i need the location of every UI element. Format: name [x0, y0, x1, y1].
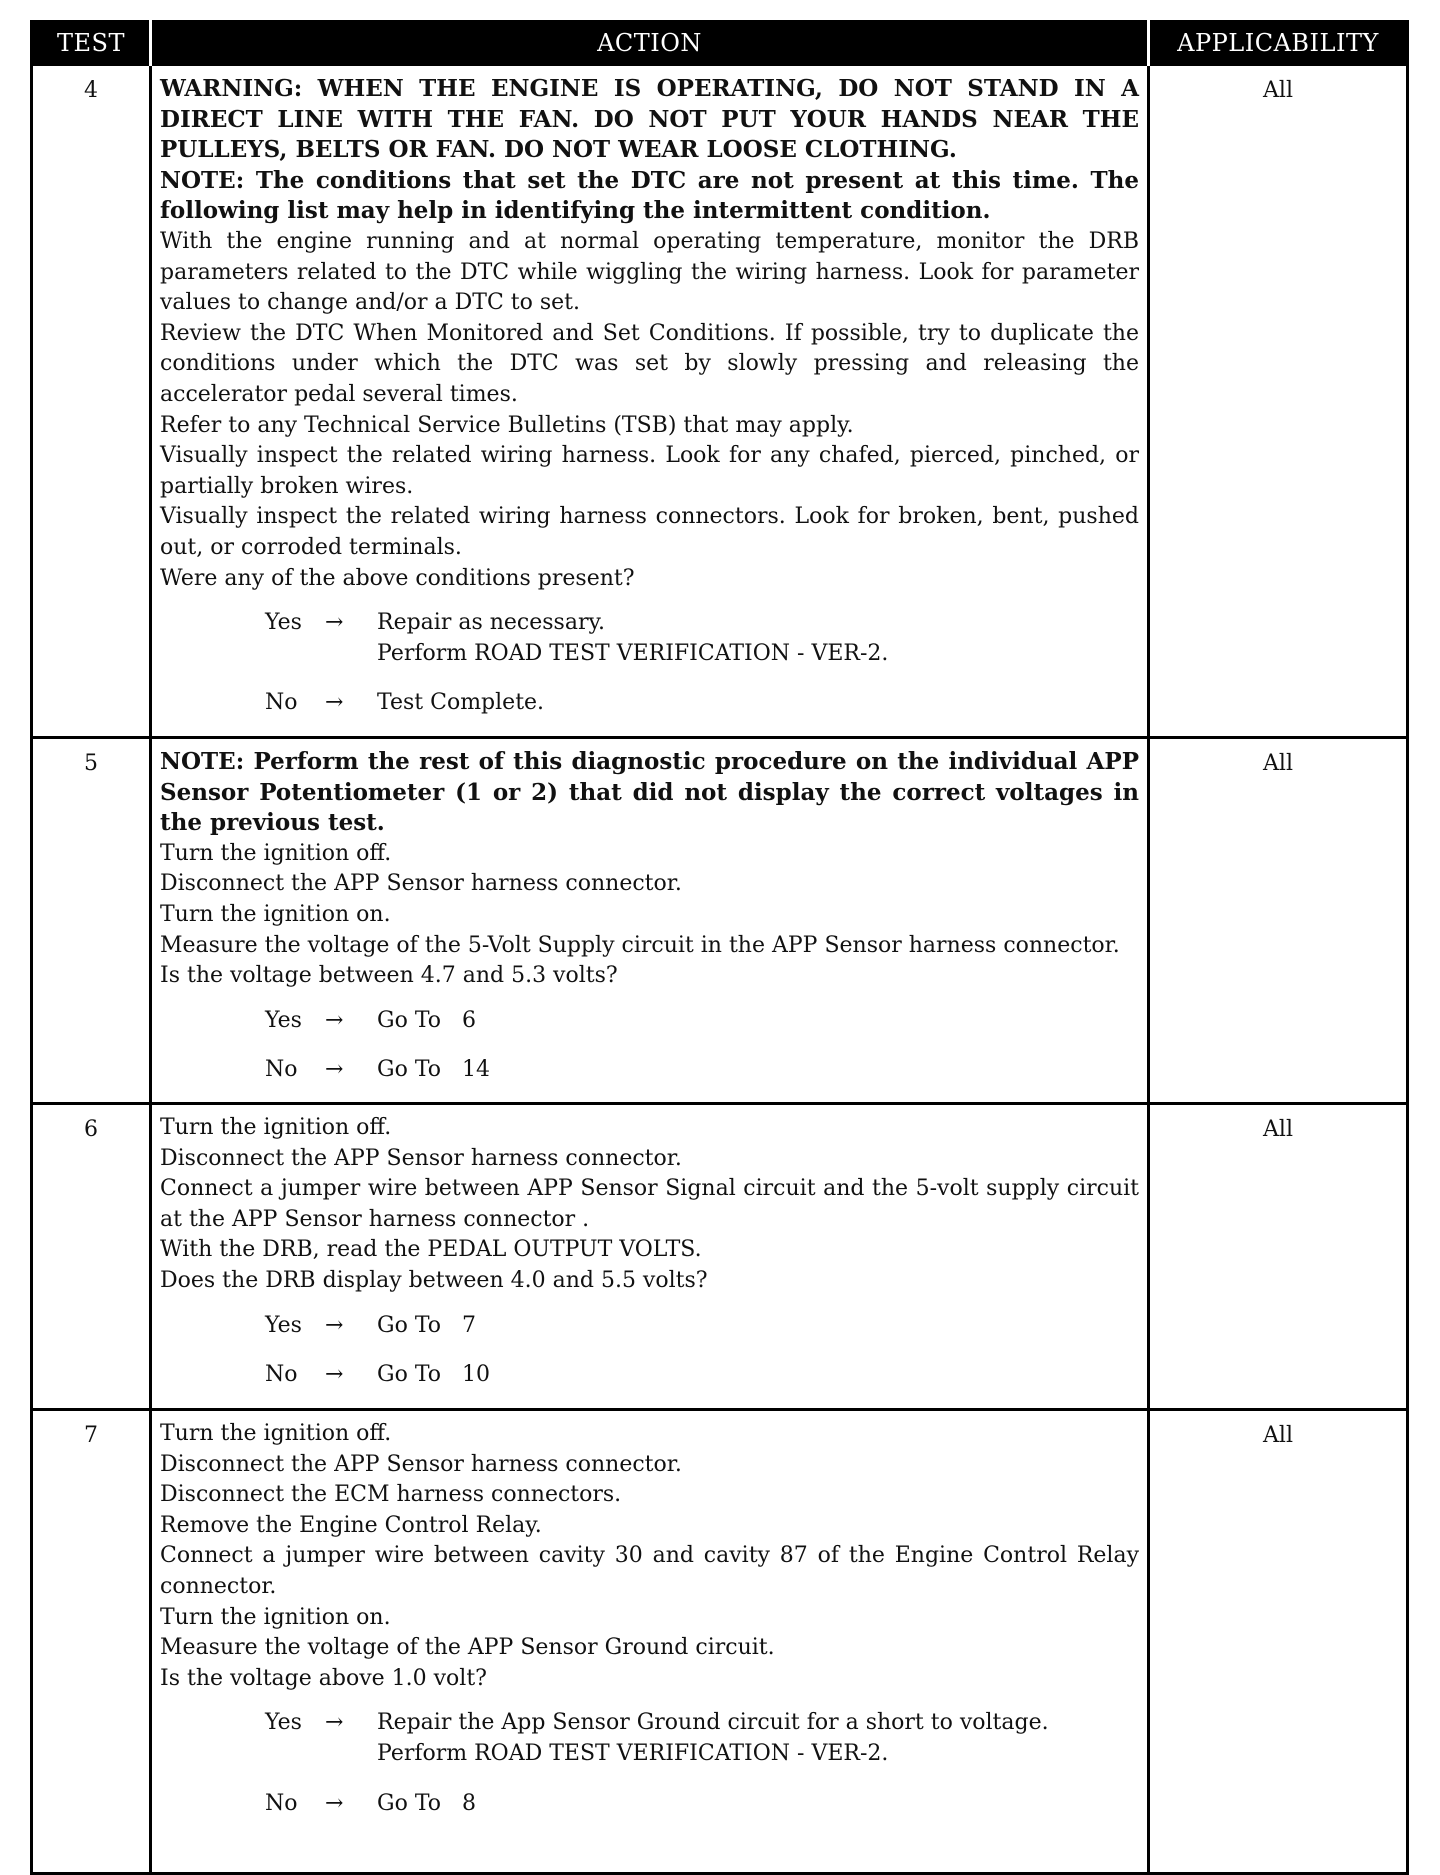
action-cell	[151, 1410, 1149, 1874]
answer-item	[265, 1360, 1139, 1391]
note-paragraph: NOTE: The conditions that set the DTC are not present at this time. The following list may help in identifying the intermittent condition.	[160, 166, 1139, 225]
step-paragraph: Visually inspect the related wiring harness. Look for any chafed, pierced, pinched, or partially broken wires.	[160, 443, 1139, 499]
right-arrow-icon: →	[325, 1057, 344, 1083]
step-paragraph: Turn the ignition off.	[160, 1421, 392, 1446]
answer-result-line: Go To 14	[377, 1057, 490, 1083]
note-paragraph: NOTE: Perform the rest of this diagnostic procedure on the individual APP Sensor Potentiometer (1 or 2) that did not display the correct voltages in the previous test.	[160, 748, 1139, 837]
answer-result	[377, 1055, 1139, 1086]
answer-result-line: Repair as necessary.	[377, 610, 605, 636]
right-arrow-icon: →	[325, 690, 344, 716]
answer-result-line: Go To 7	[377, 1312, 476, 1338]
applicability-cell: All	[1149, 1104, 1408, 1410]
answer-item	[265, 688, 1139, 719]
answer-label: Yes	[265, 1007, 302, 1033]
answer-item	[265, 1006, 1139, 1037]
answer-result	[377, 1311, 1139, 1342]
right-arrow-icon: →	[325, 1007, 344, 1033]
answer-result	[377, 1006, 1139, 1037]
step-paragraph: Measure the voltage of the 5-Volt Supply circuit in the APP Sensor harness connector.	[160, 932, 1120, 958]
diagnostic-test-table	[30, 20, 1409, 1875]
answer-item	[265, 1789, 1139, 1820]
answer-result-line: Go To 8	[377, 1790, 476, 1816]
answer-label: Yes	[265, 610, 302, 636]
answer-result	[377, 1789, 1139, 1820]
step-paragraph: Does the DRB display between 4.0 and 5.5 volts?	[160, 1267, 708, 1293]
answer-result-line: Go To 10	[377, 1362, 490, 1388]
answer-item	[265, 1708, 1139, 1769]
table-row	[32, 1410, 1408, 1874]
answer-result-line: Go To 6	[377, 1007, 476, 1033]
answer-item	[265, 608, 1139, 669]
answer-result	[377, 1708, 1139, 1769]
step-paragraph: Remove the Engine Control Relay.	[160, 1512, 542, 1538]
answer-list	[160, 608, 1139, 719]
right-arrow-icon: →	[325, 1312, 344, 1338]
step-paragraph: Were any of the above conditions present?	[160, 565, 635, 591]
step-paragraph: With the DRB, read the PEDAL OUTPUT VOLTS.	[160, 1237, 702, 1263]
step-paragraph: Connect a jumper wire between APP Sensor Signal circuit and the 5-volt supply circuit at the APP Sensor harness connector .	[160, 1176, 1139, 1232]
step-paragraph: Turn the ignition off.	[160, 840, 392, 866]
header-action: ACTION	[151, 22, 1149, 65]
answer-result-line: Test Complete.	[377, 690, 545, 716]
step-paragraph: Disconnect the APP Sensor harness connector.	[160, 1145, 682, 1171]
answer-result-line: Perform ROAD TEST VERIFICATION - VER-2.	[377, 1740, 889, 1766]
step-paragraph: With the engine running and at normal operating temperature, monitor the DRB parameters related to the DTC while wiggling the wiring harness. Look for parameter values to change and/or a DTC to set.	[160, 228, 1139, 316]
test-number: 4	[32, 65, 151, 738]
answer-result	[377, 1360, 1139, 1391]
right-arrow-icon: →	[325, 610, 344, 636]
note-paragraph: WARNING: WHEN THE ENGINE IS OPERATING, DO NOT STAND IN A DIRECT LINE WITH THE FAN. DO NOT PUT YOUR HANDS NEAR THE PULLEYS, BELTS OR FAN. DO NOT WEAR LOOSE CLOTHING.	[160, 75, 1139, 164]
right-arrow-icon: →	[325, 1362, 344, 1388]
step-paragraph: Is the voltage above 1.0 volt?	[160, 1665, 487, 1691]
step-paragraph: Refer to any Technical Service Bulletins (TSB) that may apply.	[160, 412, 854, 438]
answer-label: No	[265, 690, 298, 716]
action-cell	[151, 738, 1149, 1104]
step-paragraph: Connect a jumper wire between cavity 30 and cavity 87 of the Engine Control Relay connector.	[160, 1543, 1139, 1599]
step-paragraph: Is the voltage between 4.7 and 5.3 volts?	[160, 963, 618, 989]
table-row	[32, 65, 1408, 738]
step-paragraph: Turn the ignition on.	[160, 1604, 391, 1630]
applicability-cell: All	[1149, 65, 1408, 738]
applicability-cell: All	[1149, 738, 1408, 1104]
header-applicability: APPLICABILITY	[1149, 22, 1408, 65]
step-paragraph: Measure the voltage of the APP Sensor Ground circuit.	[160, 1635, 775, 1661]
step-paragraph: Turn the ignition on.	[160, 901, 391, 927]
answer-label: No	[265, 1057, 298, 1083]
step-paragraph: Turn the ignition off.	[160, 1115, 392, 1140]
step-paragraph: Disconnect the APP Sensor harness connector.	[160, 871, 682, 897]
answer-result	[377, 608, 1139, 669]
table-body	[32, 65, 1408, 1874]
table-row	[32, 1104, 1408, 1410]
table-row	[32, 738, 1408, 1104]
answer-label: Yes	[265, 1312, 302, 1338]
answer-item	[265, 1311, 1139, 1342]
answer-item	[265, 1055, 1139, 1086]
action-cell	[151, 1104, 1149, 1410]
test-number: 5	[32, 738, 151, 1104]
step-paragraph: Visually inspect the related wiring harness connectors. Look for broken, bent, pushed out, or corroded terminals.	[160, 504, 1139, 560]
answer-label: Yes	[265, 1710, 302, 1736]
answer-result	[377, 688, 1139, 719]
test-number: 7	[32, 1410, 151, 1874]
answer-result-line: Perform ROAD TEST VERIFICATION - VER-2.	[377, 640, 889, 666]
right-arrow-icon: →	[325, 1710, 344, 1736]
answer-list	[160, 1311, 1139, 1391]
answer-label: No	[265, 1790, 298, 1816]
answer-list	[160, 1708, 1139, 1819]
step-paragraph: Disconnect the APP Sensor harness connector.	[160, 1451, 682, 1477]
answer-label: No	[265, 1362, 298, 1388]
step-paragraph: Disconnect the ECM harness connectors.	[160, 1482, 622, 1508]
action-cell	[151, 65, 1149, 738]
answer-list	[160, 1006, 1139, 1086]
applicability-cell: All	[1149, 1410, 1408, 1874]
answer-result-line: Repair the App Sensor Ground circuit for a short to voltage.	[377, 1710, 1049, 1736]
step-paragraph: Review the DTC When Monitored and Set Conditions. If possible, try to duplicate the conditions under which the DTC was set by slowly pressing and releasing the accelerator pedal several times.	[160, 320, 1139, 407]
header-test: TEST	[32, 22, 151, 65]
table-header-row	[32, 22, 1408, 65]
test-number: 6	[32, 1104, 151, 1410]
right-arrow-icon: →	[325, 1790, 344, 1816]
